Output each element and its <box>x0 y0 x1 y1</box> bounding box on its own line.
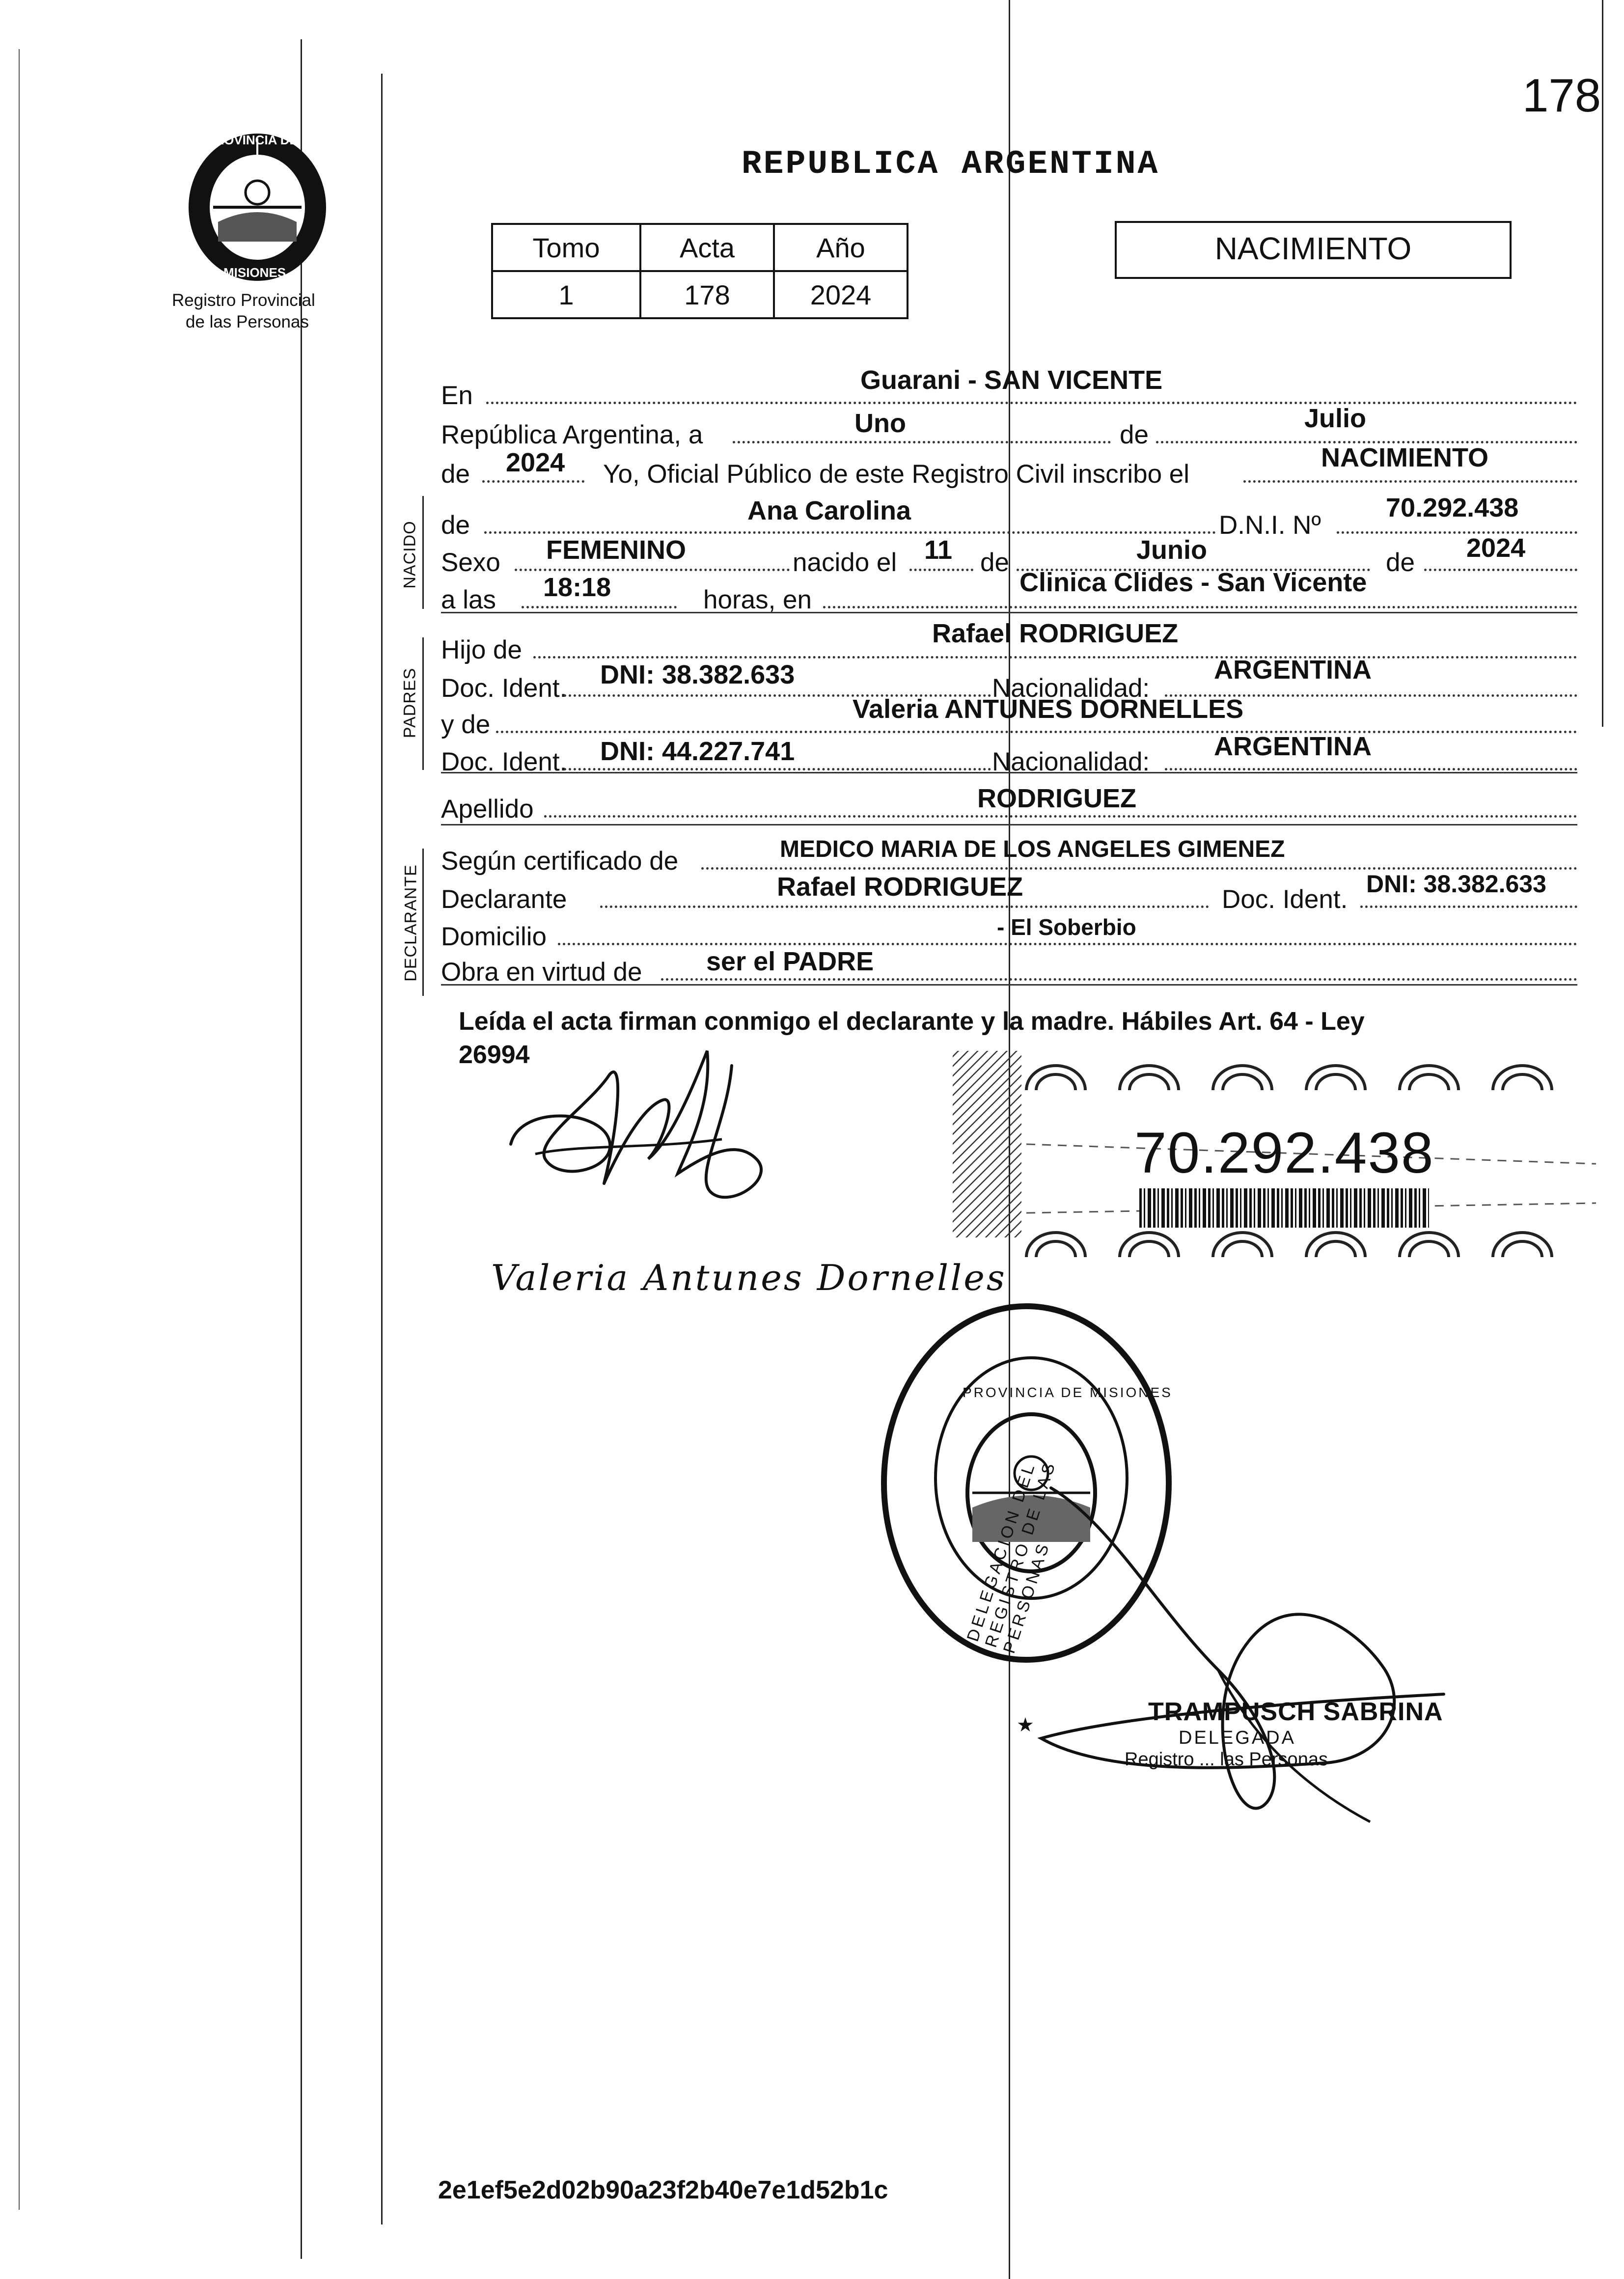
dots-declarante <box>600 906 1209 908</box>
value-acta: 178 <box>640 271 774 318</box>
leida-line-2: 26994 <box>459 1041 530 1069</box>
value-declarante: Rafael RODRIGUEZ <box>777 872 1023 902</box>
document-type-box: NACIMIENTO <box>1115 221 1512 279</box>
label-en: En <box>441 381 473 410</box>
label-segun: Según certificado de <box>441 847 679 876</box>
value-tomo: 1 <box>492 271 640 318</box>
label-nacionalidad-madre: Nacionalidad: <box>992 747 1150 776</box>
value-padre-doc: DNI: 38.382.633 <box>600 660 795 689</box>
right-edge-line <box>1602 0 1603 727</box>
value-dia: Uno <box>854 409 906 438</box>
dots-lugar-nac <box>823 606 1577 608</box>
logo-caption-2: de las Personas <box>186 312 309 331</box>
value-padre: Rafael RODRIGUEZ <box>932 619 1179 648</box>
nacido-bracket <box>422 496 424 609</box>
label-de-anio: de <box>441 460 470 489</box>
label-dni: D.N.I. Nº <box>1219 511 1321 540</box>
dots-madre-doc <box>564 768 991 770</box>
value-tipo: NACIMIENTO <box>1321 443 1489 472</box>
document-hash: 2e1ef5e2d02b90a23f2b40e7e1d52b1c <box>438 2176 888 2204</box>
left-margin-line <box>19 49 20 2210</box>
header-tomo: Tomo <box>492 224 640 271</box>
side-label-padres: PADRES <box>400 667 419 739</box>
value-padre-nac: ARGENTINA <box>1214 655 1372 685</box>
header-anio: Año <box>774 224 908 271</box>
logo-caption-1: Registro Provincial <box>172 291 315 310</box>
label-horas-en: horas, en <box>703 585 812 614</box>
declarante-bracket <box>422 849 424 996</box>
declarant-signature <box>501 1046 776 1223</box>
value-declarante-doc: DNI: 38.382.633 <box>1366 870 1546 898</box>
value-obra: ser el PADRE <box>706 947 874 976</box>
value-lugar: Guarani - SAN VICENTE <box>860 365 1163 395</box>
label-doc-ident-declarante: Doc. Ident. <box>1222 885 1348 914</box>
dots-sexo <box>515 569 790 571</box>
value-sexo: FEMENINO <box>546 535 687 565</box>
value-madre-nac: ARGENTINA <box>1214 732 1372 761</box>
dots-hora <box>522 606 677 608</box>
stamp-org: Registro ... las Personas <box>1125 1749 1328 1770</box>
stamp-role: DELEGADA <box>1179 1728 1296 1748</box>
label-doc-ident-padre: Doc. Ident. <box>441 674 567 703</box>
binding-line-2 <box>381 74 383 2224</box>
page-number: 178 <box>1522 69 1601 122</box>
label-doc-ident-madre: Doc. Ident. <box>441 747 567 776</box>
declarante-underline <box>441 984 1577 986</box>
value-domicilio: - El Soberbio <box>997 914 1136 940</box>
apellido-underline <box>441 824 1577 825</box>
registry-table <box>491 223 908 319</box>
dots-anio <box>482 480 584 483</box>
value-mes-nac: Junio <box>1136 535 1207 565</box>
label-domicilio: Domicilio <box>441 922 547 951</box>
document-title: REPUBLICA ARGENTINA <box>742 145 1160 183</box>
nacido-underline <box>441 612 1577 613</box>
dots-tipo <box>1243 480 1577 483</box>
sticker-number: 70.292.438 <box>1134 1121 1434 1185</box>
logo-ring-bottom: MISIONES <box>223 265 286 280</box>
seal-ring-text: DELEGACION DEL REGISTRO DE LAS PERSONAS <box>963 1458 1060 1656</box>
dots-dni <box>1337 531 1577 534</box>
side-label-nacido: NACIDO <box>400 521 419 589</box>
value-certificado: MEDICO MARIA DE LOS ANGELES GIMENEZ <box>780 836 1285 862</box>
label-de-mes-nac: de <box>980 548 1009 577</box>
star-mark: ★ <box>1017 1714 1034 1736</box>
dots-padre <box>533 656 1577 659</box>
official-signature <box>1012 1463 1503 1856</box>
value-anio: 2024 <box>774 271 908 318</box>
dots-obra <box>661 978 1577 981</box>
dots-domicilio <box>558 943 1577 945</box>
value-madre-doc: DNI: 44.227.741 <box>600 737 795 766</box>
value-anio: 2024 <box>506 448 565 477</box>
value-apellido: RODRIGUEZ <box>977 784 1136 813</box>
label-yo: Yo, Oficial Público de este Registro Civil inscribo el <box>603 460 1190 489</box>
value-anio-nac: 2024 <box>1466 533 1526 563</box>
seal-inner-text: PROVINCIA DE MISIONES <box>963 1385 1173 1400</box>
mother-signature: Valeria Antunes Dornelles <box>491 1257 1007 1298</box>
label-hijo-de: Hijo de <box>441 635 522 664</box>
value-madre: Valeria ANTUNES DORNELLES <box>853 694 1244 724</box>
side-label-declarante: DECLARANTE <box>401 864 420 982</box>
dots-apellido <box>544 815 1577 818</box>
label-apellido: Apellido <box>441 795 534 824</box>
value-nombre: Ana Carolina <box>747 496 911 525</box>
dots-en <box>486 402 1577 404</box>
dots-nombre <box>484 531 1216 534</box>
leida-line-1: Leída el acta firman conmigo el declarante y la madre. Hábiles Art. 64 - Ley <box>459 1007 1365 1036</box>
header-acta: Acta <box>640 224 774 271</box>
province-logo <box>184 129 331 286</box>
sticker-barcode <box>1139 1188 1429 1228</box>
label-declarante: Declarante <box>441 885 567 914</box>
label-republica: República Argentina, a <box>441 420 703 449</box>
label-obra: Obra en virtud de <box>441 958 642 987</box>
value-hora: 18:18 <box>543 573 611 602</box>
label-de-anio-nac: de <box>1386 548 1415 577</box>
label-nacido-el: nacido el <box>793 548 897 577</box>
binding-line <box>301 39 302 2259</box>
dots-dia-nac <box>909 569 973 571</box>
label-de-nombre: de <box>441 511 470 540</box>
logo-ring-top: PROVINCIA DE <box>206 133 298 147</box>
value-dni: 70.292.438 <box>1386 493 1519 522</box>
padres-bracket <box>422 637 424 770</box>
dots-madre <box>496 731 1577 733</box>
dots-dia <box>733 441 1111 443</box>
value-dia-nac: 11 <box>924 535 953 565</box>
dots-anio-nac <box>1424 569 1577 571</box>
label-a-las: a las <box>441 585 496 614</box>
label-sexo: Sexo <box>441 548 500 577</box>
label-de-mes: de <box>1120 420 1149 449</box>
dni-sticker <box>953 1046 1601 1291</box>
value-mes: Julio <box>1304 404 1367 433</box>
padres-underline <box>441 772 1577 773</box>
value-lugar-nac: Clinica Clides - San Vicente <box>1019 568 1367 597</box>
stamp-name: TRAMPUSCH SABRINA <box>1148 1698 1443 1726</box>
label-nacionalidad-padre: Nacionalidad: <box>992 674 1150 703</box>
dots-declarante-doc <box>1360 906 1577 908</box>
label-y-de: y de <box>441 710 491 739</box>
dots-madre-nac <box>1165 768 1577 770</box>
